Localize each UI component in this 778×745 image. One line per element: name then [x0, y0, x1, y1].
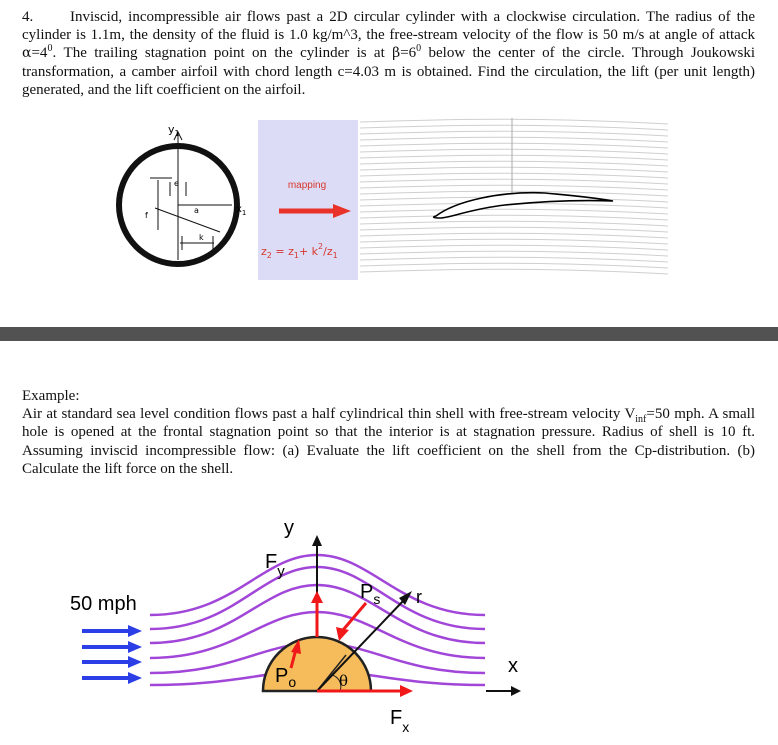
y-axis-arrow-icon	[312, 535, 322, 546]
inflow-arrow-icon	[128, 672, 142, 684]
problem-text-part-3: below the center of the circle. Through Joukowski transformation, a camber airfoil with chord length c=4.03 m is obtained. Find the circulation, the lift (per unit length) generated, and the lift coefficient on the airfoil.	[22, 45, 755, 98]
label-k: k	[199, 233, 204, 242]
inflow-arrow-icon	[128, 641, 142, 653]
degree-mark-2: 0	[416, 43, 422, 55]
alpha-symbol: α	[22, 45, 32, 62]
theta-label: θ	[339, 672, 349, 690]
speed-label: 50 mph	[70, 593, 137, 615]
beta-value: =6	[400, 45, 417, 62]
problem-number: 4.	[22, 9, 34, 25]
vinf-subscript: inf	[635, 414, 647, 426]
problem-text-part-2: . The trailing stagnation point on the cylinder is at	[52, 45, 393, 62]
alpha-value: =4	[31, 45, 48, 62]
inflow-arrows	[82, 625, 142, 684]
po-label: $P_o$	[275, 665, 297, 690]
ps-label: $P_s$	[360, 581, 381, 607]
r-label: r	[416, 587, 422, 607]
inflow-arrow-icon	[128, 656, 142, 668]
label-e: e	[174, 179, 179, 188]
example-text-part-1: Air at standard sea level condition flows past a half cylindrical thin shell with free-stream velocity V	[22, 406, 636, 423]
fy-arrow-icon	[311, 591, 323, 603]
mapping-label: mapping	[287, 180, 327, 191]
fx-label: $F_x$	[390, 707, 410, 735]
fx-arrow-icon	[400, 685, 413, 697]
inflow-arrow-icon	[128, 625, 142, 637]
mapping-formula: $z_2 = z_1+ k^2/z_1$	[261, 242, 338, 260]
label-f: f	[145, 211, 148, 220]
fy-label: $F_y$	[265, 551, 285, 580]
example-text-part-2: =50 mph. A small hole is opened at the frontal stagnation point so that the interior is at stagnation pressure. Radius of shell is 10 ft. Assuming inviscid incompressible flow: (a) Evaluate the lift coefficient on the shell from the Cp-distribution. (b) Calculate the lift force on the shell.	[22, 406, 755, 477]
beta-symbol: β	[392, 45, 401, 62]
ps-arrow-icon	[336, 627, 349, 641]
x-axis-arrow-icon	[511, 686, 521, 696]
x-label: x	[508, 655, 518, 677]
x1-axis-label: $x_1$	[236, 204, 247, 217]
problem-text-part-1: Inviscid, incompressible air flows past a 2D circular cylinder with a clockwise circulation. The radius of the cylinder is 1.1m, the density of the fluid is 1.0 kg/m^3, the free-stream velocity of the flow is 50 m/s at angle of attack	[22, 9, 755, 44]
example-heading: Example:	[22, 388, 80, 404]
label-a: a	[194, 206, 199, 215]
degree-mark-1: 0	[47, 43, 53, 55]
y1-axis-label: $y_1$	[168, 123, 180, 138]
y-label: y	[284, 517, 294, 539]
